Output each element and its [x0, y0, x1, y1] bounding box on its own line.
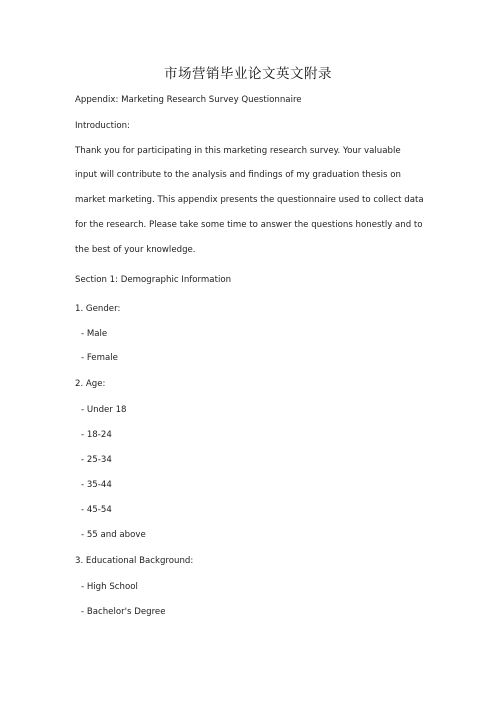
option-35-44: - 35-44	[81, 480, 112, 490]
intro-line-1: Thank you for participating in this marketing research survey. Your valuable	[75, 146, 401, 156]
intro-line-4: for the research. Please take some time to answer the questions honestly and to	[75, 220, 423, 230]
intro-heading: Introduction:	[75, 121, 130, 131]
question-education: 3. Educational Background:	[75, 556, 194, 566]
option-bachelors-degree: - Bachelor's Degree	[81, 607, 166, 617]
option-18-24: - 18-24	[81, 430, 112, 440]
question-age: 2. Age:	[75, 379, 106, 389]
option-high-school: - High School	[81, 582, 138, 592]
option-55-and-above: - 55 and above	[81, 530, 146, 540]
question-gender: 1. Gender:	[75, 304, 121, 314]
appendix-heading: Appendix: Marketing Research Survey Questionnaire	[75, 95, 302, 105]
intro-line-5: the best of your knowledge.	[75, 245, 196, 255]
intro-line-2: input will contribute to the analysis and findings of my graduation thesis on	[75, 170, 401, 180]
option-45-54: - 45-54	[81, 505, 112, 515]
option-male: - Male	[81, 329, 108, 339]
option-25-34: - 25-34	[81, 455, 112, 465]
section1-heading: Section 1: Demographic Information	[75, 275, 232, 285]
document-title: 市场营销毕业论文英文附录	[164, 66, 332, 82]
option-under-18: - Under 18	[81, 405, 127, 415]
option-female: - Female	[81, 353, 118, 363]
intro-line-3: market marketing. This appendix presents the questionnaire used to collect data	[75, 195, 424, 205]
